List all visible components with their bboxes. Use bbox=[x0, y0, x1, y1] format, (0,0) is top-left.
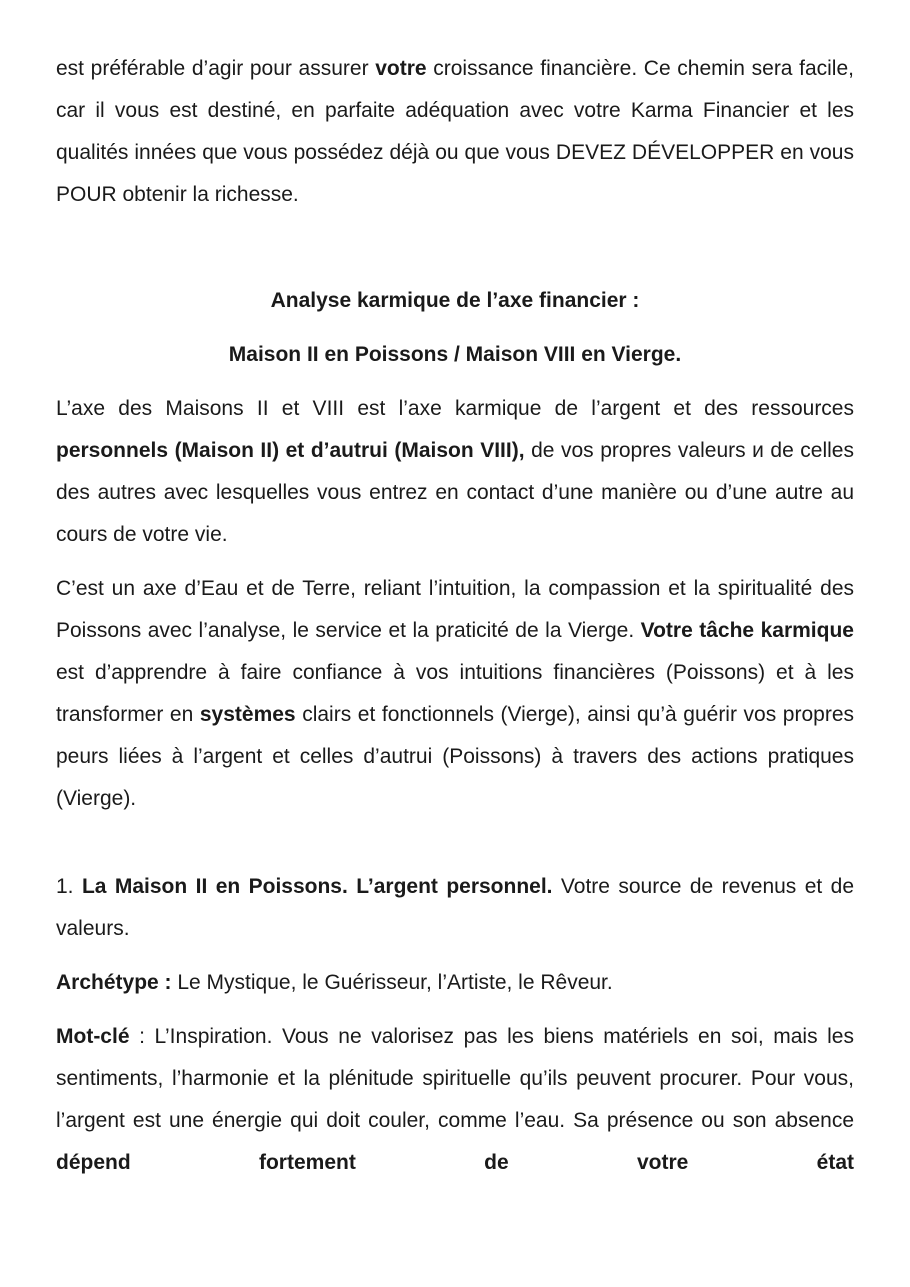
intro-paragraph bbox=[56, 48, 854, 216]
text-run: croissance financière. Ce chemin sera facile, car il vous est destiné, en parfaite adéquation avec votre Karma Financier et les qualités innées que vous possédez déjà ou que vous DEVEZ DÉVELOPPER en vous POUR obtenir la richesse. bbox=[56, 57, 854, 206]
document-page bbox=[56, 48, 854, 1184]
bold-run: dépend fortement de votre état bbox=[56, 1151, 854, 1174]
text-run: de vos propres valeurs и de celles des autres avec lesquelles vous entrez en contact d’une manière ou d’une autre au cours de votre vie. bbox=[56, 439, 854, 546]
bold-run: systèmes bbox=[199, 703, 296, 726]
list-number: 1. bbox=[56, 875, 82, 898]
axis-paragraph bbox=[56, 388, 854, 556]
text-run: L’axe des Maisons II et VIII est l’axe karmique de l’argent et des ressources bbox=[56, 397, 854, 420]
bold-run: votre bbox=[375, 57, 427, 80]
keyword-label: Mot-clé bbox=[56, 1025, 130, 1048]
archetype-label: Archétype : bbox=[56, 971, 172, 994]
text-run: Le Mystique, le Guérisseur, l’Artiste, le Rêveur. bbox=[171, 971, 613, 994]
section-heading bbox=[56, 280, 854, 322]
text-run: est préférable d’agir pour assurer bbox=[56, 57, 376, 80]
archetype-paragraph bbox=[56, 962, 854, 1004]
text-run: : L’Inspiration. Vous ne valorisez pas les biens matériels en soi, mais les sentiments, l’harmonie et la plénitude spirituelle qu’ils peuvent procurer. Pour vous, l’argent est une énergie qui doit couler, comme l’eau. Sa présence ou son absence bbox=[56, 1025, 854, 1132]
text-run: est d’apprendre à faire confiance à vos intuitions financières (Poissons) et à les transformer en bbox=[56, 661, 854, 726]
heading-line-1: Analyse karmique de l’axe financier : bbox=[270, 289, 640, 312]
keyword-paragraph bbox=[56, 1016, 854, 1184]
heading-line-2: Maison II en Poissons / Maison VIII en Vierge. bbox=[228, 343, 682, 366]
house-ii-paragraph bbox=[56, 866, 854, 950]
bold-run: personnels (Maison II) et d’autrui (Maison VIII), bbox=[56, 439, 525, 462]
bold-run: La Maison II en Poissons. L’argent personnel. bbox=[81, 875, 553, 898]
bold-run: Votre tâche karmique bbox=[640, 619, 854, 642]
section-subheading bbox=[56, 334, 854, 376]
element-paragraph bbox=[56, 568, 854, 820]
text-run: clairs et fonctionnels (Vierge), ainsi qu’à guérir vos propres peurs liées à l’argent et celles d’autrui (Poissons) à travers des actions pratiques (Vierge). bbox=[56, 703, 854, 810]
text-run: Votre source de revenus et de valeurs. bbox=[56, 875, 854, 940]
text-run: C’est un axe d’Eau et de Terre, reliant l’intuition, la compassion et la spiritualité des Poissons avec l’analyse, le service et la praticité de la Vierge. bbox=[56, 577, 854, 642]
